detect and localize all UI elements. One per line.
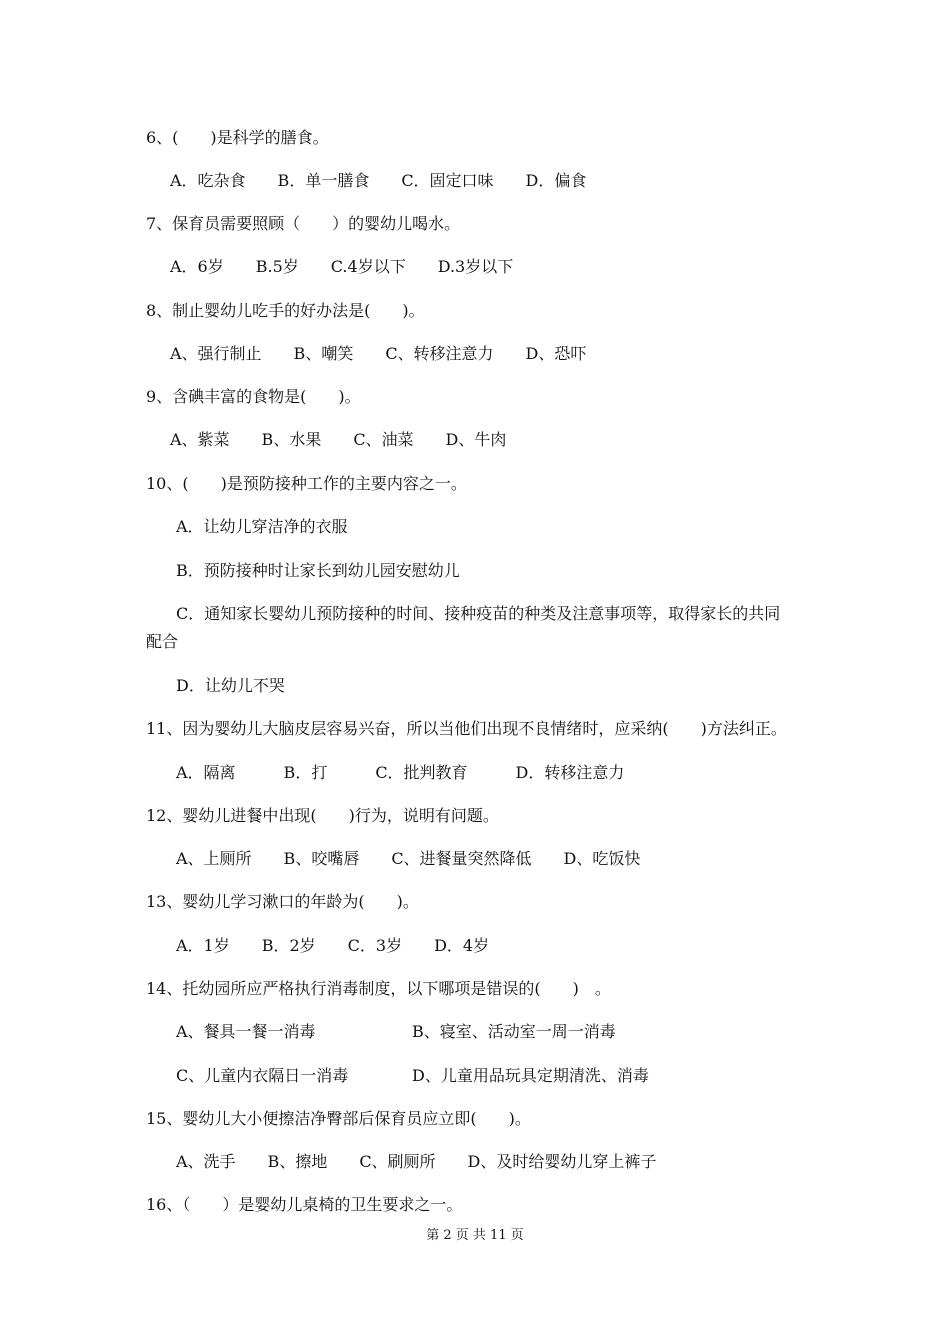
question-10-option-c: C．通知家长婴幼儿预防接种的时间、接种疫苗的种类及注意事项等，取得家长的共同	[176, 604, 781, 623]
question-6-options: A．吃杂食 B．单一膳食 C．固定口味 D．偏食	[170, 171, 587, 190]
question-8: 8、制止婴幼儿吃手的好办法是( )。	[146, 301, 425, 320]
page-footer: 第 2 页 共 11 页	[426, 1228, 524, 1243]
question-14-option-d: D、儿童用品玩具定期清洗、消毒	[412, 1066, 649, 1085]
question-14: 14、托幼园所应严格执行消毒制度，以下哪项是错误的( ) 。	[146, 979, 611, 998]
question-7-options: A．6岁 B.5岁 C.4岁以下 D.3岁以下	[170, 257, 514, 276]
question-8-options: A、强行制止 B、嘲笑 C、转移注意力 D、恐吓	[170, 344, 587, 363]
question-15-options: A、洗手 B、擦地 C、刷厕所 D、及时给婴幼儿穿上裤子	[176, 1152, 657, 1171]
question-11-options: A．隔离 B．打 C．批判教育 D．转移注意力	[176, 763, 625, 782]
question-12-options: A、上厕所 B、咬嘴唇 C、进餐量突然降低 D、吃饭快	[176, 849, 641, 868]
question-11: 11、因为婴幼儿大脑皮层容易兴奋，所以当他们出现不良情绪时，应采纳( )方法纠正。	[146, 719, 787, 738]
question-14-option-b: B、寝室、活动室一周一消毒	[412, 1022, 616, 1041]
question-10: 10、( )是预防接种工作的主要内容之一。	[146, 474, 467, 493]
question-16: 16、（ ）是婴幼儿桌椅的卫生要求之一。	[146, 1195, 463, 1214]
question-13: 13、婴幼儿学习漱口的年龄为( )。	[146, 892, 419, 911]
question-9: 9、含碘丰富的食物是( )。	[146, 387, 361, 406]
question-6: 6、( )是科学的膳食。	[146, 128, 329, 147]
question-14-option-c: C、儿童内衣隔日一消毒	[176, 1066, 349, 1085]
question-10-option-a: A．让幼儿穿洁净的衣服	[176, 517, 348, 536]
question-10-option-d: D．让幼儿不哭	[176, 676, 285, 695]
question-13-options: A．1岁 B．2岁 C．3岁 D．4岁	[176, 936, 490, 955]
question-7: 7、保育员需要照顾（ ）的婴幼儿喝水。	[146, 214, 461, 233]
question-15: 15、婴幼儿大小便擦洁净臀部后保育员应立即( )。	[146, 1109, 531, 1128]
question-9-options: A、紫菜 B、水果 C、油菜 D、牛肉	[170, 430, 507, 449]
question-12: 12、婴幼儿进餐中出现( )行为，说明有问题。	[146, 806, 499, 825]
question-10-option-b: B．预防接种时让家长到幼儿园安慰幼儿	[176, 561, 460, 580]
question-10-option-c-continued: 配合	[146, 632, 179, 651]
question-14-option-a: A、餐具一餐一消毒	[176, 1022, 316, 1041]
